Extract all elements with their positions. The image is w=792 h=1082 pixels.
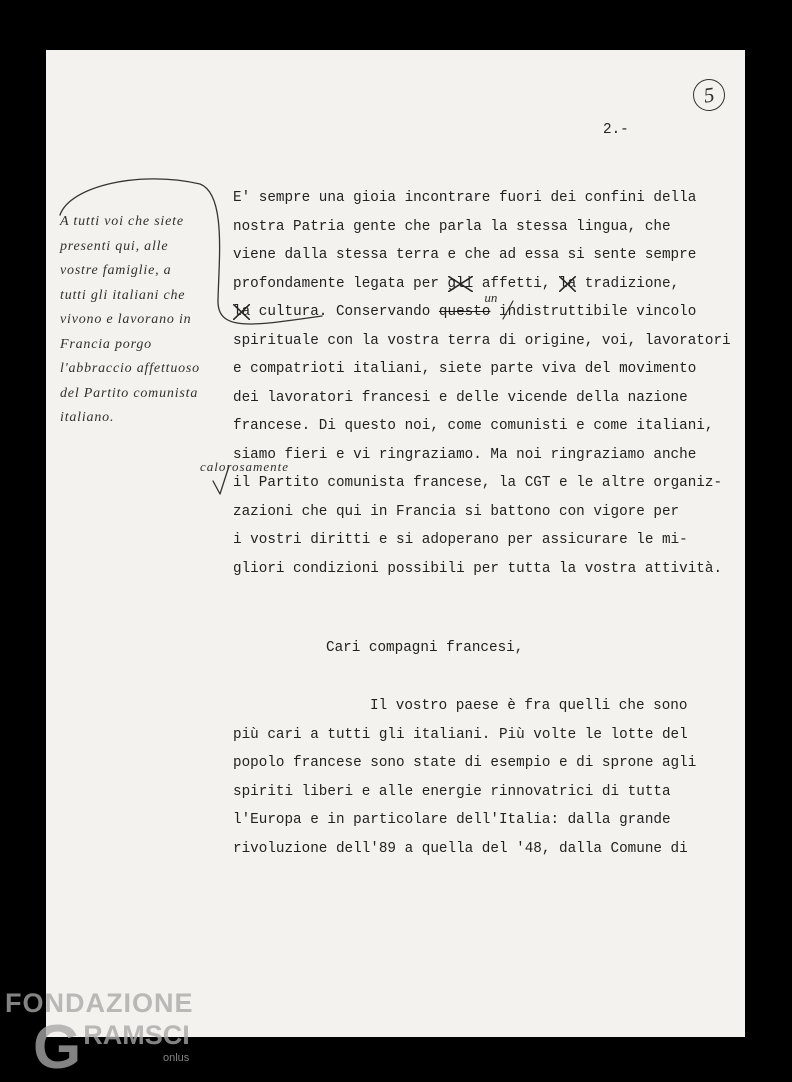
- typed-line: [233, 778, 696, 807]
- salutation: Cari compagni francesi,: [326, 640, 524, 656]
- text-segment: [490, 304, 696, 320]
- text-segment: [233, 841, 688, 857]
- typed-line: [233, 692, 696, 721]
- typed-line: [233, 184, 731, 213]
- text-segment: [233, 784, 671, 800]
- paragraph-2: [233, 692, 696, 863]
- margin-note-line: vivono e lavorano in: [60, 312, 192, 327]
- typed-text: affetti,: [473, 275, 560, 292]
- text-segment: [233, 276, 448, 292]
- typed-text: e compatrioti italiani, siete parte viva del movimento: [233, 361, 697, 377]
- typed-line: [233, 526, 731, 555]
- text-segment: [233, 447, 696, 463]
- text-segment: [233, 190, 696, 206]
- typed-text: popolo francese sono state di esempio e di sprone agli: [233, 755, 697, 771]
- typed-text: il: [233, 475, 251, 491]
- text-segment: [370, 698, 687, 714]
- typed-line: [233, 384, 731, 413]
- text-segment: [233, 727, 688, 743]
- typed-text: dei lavoratori francesi e delle vicende della nazione: [233, 389, 688, 406]
- text-segment: [233, 418, 713, 434]
- watermark-gramsci: GRAMSCI: [33, 1013, 190, 1082]
- typed-text: nostra Patria gente che parla la stessa lingua, che: [233, 218, 671, 235]
- typed-line: [233, 806, 696, 835]
- margin-note-line: del Partito comunista: [60, 385, 199, 401]
- typed-text: più cari a tutti gli italiani. Più volte le lotte del: [233, 726, 688, 743]
- typed-text: l'Europa e in particolare dell'Italia: dalla grande: [233, 812, 671, 828]
- margin-note-line: presenti qui, alle: [60, 238, 169, 254]
- text-segment: [233, 812, 671, 828]
- text-segment: [438, 290, 498, 320]
- typed-text: indistruttibile vincolo: [490, 304, 697, 320]
- typed-text: spirituale con la vostra terra di origine, voi, lavoratori: [233, 332, 731, 349]
- deleted-word: la: [233, 304, 251, 320]
- typed-line: [233, 749, 696, 778]
- margin-note-line: l'abbraccio affettuoso: [60, 361, 200, 376]
- typed-text: viene dalla stessa terra e che ad essa si sente sempre: [233, 247, 697, 263]
- typed-line: [200, 459, 731, 498]
- margin-note-line: Francia porgo: [60, 336, 152, 352]
- watermark-fondazione: FONDAZIONE: [5, 988, 194, 1018]
- typed-text: profondamente legata per: [233, 275, 448, 292]
- page-number-digit: 5: [702, 81, 716, 108]
- typed-line: [233, 721, 696, 750]
- text-segment: [233, 361, 696, 377]
- typed-text: E' sempre una gioia incontrare fuori dei confini della: [233, 190, 697, 206]
- typed-line: [233, 290, 731, 327]
- text-segment: [233, 561, 722, 577]
- margin-note-line: A tutti voi che siete: [60, 214, 184, 229]
- margin-note-line: italiano.: [60, 410, 115, 425]
- text-segment: [233, 390, 688, 406]
- typed-line: [233, 441, 731, 470]
- text-segment: [233, 333, 731, 349]
- text-segment: [448, 276, 474, 292]
- handwritten-insertion: calorosamente: [200, 459, 290, 474]
- page-label: 2.-: [603, 122, 629, 138]
- typed-line: [233, 555, 731, 584]
- margin-note-line: tutti gli italiani che: [60, 287, 186, 303]
- typed-line: [233, 327, 731, 356]
- deleted-word: la: [559, 275, 577, 292]
- typed-line: [233, 241, 731, 270]
- typed-text: rivoluzione dell'89 a quella del '48, dalla Comune di: [233, 840, 688, 857]
- text-segment: [233, 219, 671, 235]
- typed-text: i vostri diritti e si adoperano per assicurare le mi-: [233, 532, 688, 548]
- paragraph-1: [200, 184, 731, 583]
- watermark-onlus: onlus: [163, 1052, 190, 1064]
- typed-line: [233, 835, 696, 864]
- typed-text: spiriti liberi e alle energie rinnovatrici di tutta: [233, 783, 671, 800]
- text-segment: [200, 459, 290, 491]
- handwritten-replacement: un: [484, 290, 498, 305]
- deleted-word: questo: [438, 304, 491, 320]
- text-segment: [233, 304, 250, 320]
- text-segment: [250, 304, 439, 320]
- typed-text: cultura. Conservando: [250, 304, 439, 320]
- typed-text: siamo fieri e vi ringraziamo. Ma noi ringraziamo anche: [233, 446, 697, 463]
- typed-line: [233, 213, 731, 242]
- text-segment: [576, 276, 679, 292]
- typed-line: [233, 412, 731, 441]
- typed-text: francese. Di questo noi, come comunisti e come italiani,: [233, 418, 714, 434]
- typed-line: [233, 355, 731, 384]
- typed-line: [233, 498, 731, 527]
- text-segment: [233, 247, 696, 263]
- typed-text: Il vostro paese è fra quelli che sono: [370, 698, 688, 714]
- text-segment: [233, 532, 688, 548]
- typed-text: Partito comunista francese, la CGT e le altre organiz-: [250, 475, 723, 491]
- deleted-word: gli: [447, 275, 474, 292]
- text-segment: [250, 475, 722, 491]
- typed-text: tradizione,: [576, 275, 680, 292]
- text-segment: [233, 504, 679, 520]
- margin-note: [60, 210, 215, 431]
- typed-line: [233, 270, 731, 299]
- typed-text: gliori condizioni possibili per tutta la vostra attività.: [233, 560, 723, 577]
- text-segment: [233, 755, 696, 771]
- text-segment: [559, 276, 576, 292]
- typed-text: zazioni che qui in Francia si battono con vigore per: [233, 503, 680, 520]
- margin-note-line: vostre famiglie, a: [60, 263, 172, 278]
